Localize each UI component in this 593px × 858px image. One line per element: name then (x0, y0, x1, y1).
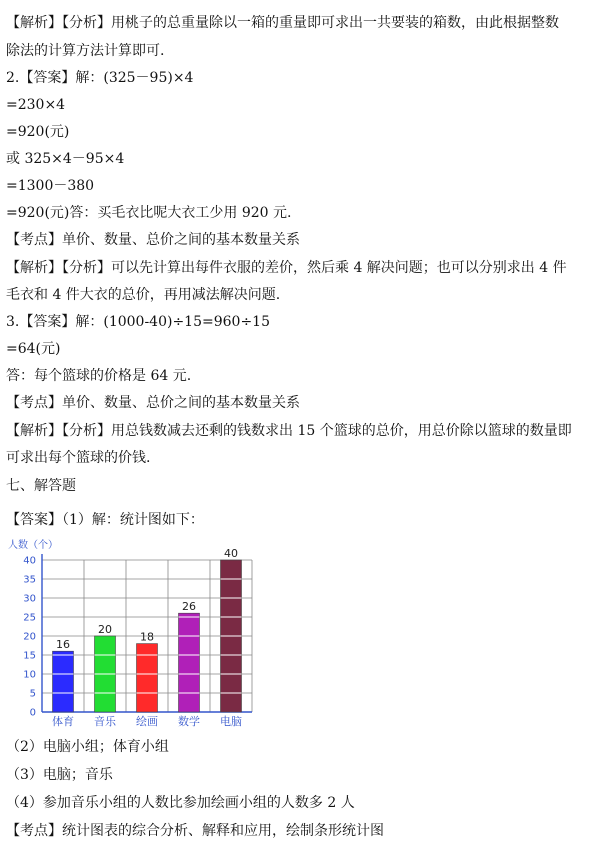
x-tick-label: 体育 (52, 715, 74, 728)
bar-data-label: 16 (56, 638, 70, 652)
y-tick-label: 30 (23, 593, 36, 605)
text-line: 毛衣和 4 件大衣的总价，再用减法解决问题. (6, 287, 281, 303)
text-line: 3.【答案】解：(1000-40)÷15=960÷15 (6, 314, 270, 330)
x-tick-label: 电脑 (220, 715, 242, 728)
text-line: =230×4 (6, 97, 66, 113)
x-tick-label: 音乐 (94, 715, 116, 728)
bar-chart (6, 534, 266, 730)
bar-data-label: 40 (224, 547, 238, 560)
y-axis-title: 人数（个） (8, 540, 58, 551)
text-line: （4）参加音乐小组的人数比参加绘画小组的人数多 2 人 (6, 795, 355, 811)
bar-data-label: 18 (140, 630, 154, 644)
text-line: 2.【答案】解：(325－95)×4 (6, 70, 194, 86)
y-tick-label: 5 (29, 688, 36, 700)
text-line: 【解析】【分析】用桃子的总重量除以一箱的重量即可求出一共要装的箱数，由此根据整数 (6, 15, 559, 31)
bar-data-label: 20 (98, 623, 112, 636)
bar (179, 613, 200, 712)
y-tick-label: 0 (29, 707, 36, 719)
y-tick-label: 25 (23, 612, 36, 624)
text-line: 【考点】单价、数量、总价之间的基本数量关系 (6, 232, 300, 248)
y-tick-label: 20 (23, 631, 36, 643)
y-tick-label: 10 (23, 669, 36, 681)
text-line: =920(元)答：买毛衣比呢大衣工少用 920 元. (6, 205, 292, 221)
text-line: =920(元) (6, 124, 70, 140)
text-line: 答：每个篮球的价格是 64 元. (6, 368, 192, 384)
bar (53, 651, 74, 712)
y-tick-label: 35 (23, 574, 36, 586)
text-line: 或 325×4－95×4 (6, 151, 125, 167)
text-line: 【考点】单价、数量、总价之间的基本数量关系 (6, 395, 300, 411)
section-heading: 七、解答题 (6, 478, 76, 494)
x-tick-label: 数学 (178, 715, 200, 728)
text-line: =1300－380 (6, 178, 95, 194)
text-line: 【考点】统计图表的综合分析、解释和应用，绘制条形统计图 (6, 823, 384, 839)
text-line: （3）电脑；音乐 (6, 767, 113, 783)
text-line: =64(元) (6, 341, 61, 357)
text-line: 除法的计算方法计算即可. (6, 43, 165, 59)
text-line: 【解析】【分析】用总钱数减去还剩的钱数求出 15 个篮球的总价，用总价除以篮球的数量即 (6, 423, 572, 439)
bar (137, 644, 158, 712)
text-line: 可求出每个篮球的价钱. (6, 450, 151, 466)
text-line: 【答案】（1）解：统计图如下： (6, 512, 204, 528)
y-tick-label: 15 (23, 650, 36, 662)
bar-data-label: 26 (182, 600, 196, 614)
text-line: 【解析】【分析】可以先计算出每件衣服的差价，然后乘 4 解决问题；也可以分别求出 4 件 (6, 260, 567, 276)
text-line: （2）电脑小组；体育小组 (6, 739, 169, 755)
y-tick-label: 40 (23, 555, 36, 567)
x-tick-label: 绘画 (136, 715, 158, 728)
